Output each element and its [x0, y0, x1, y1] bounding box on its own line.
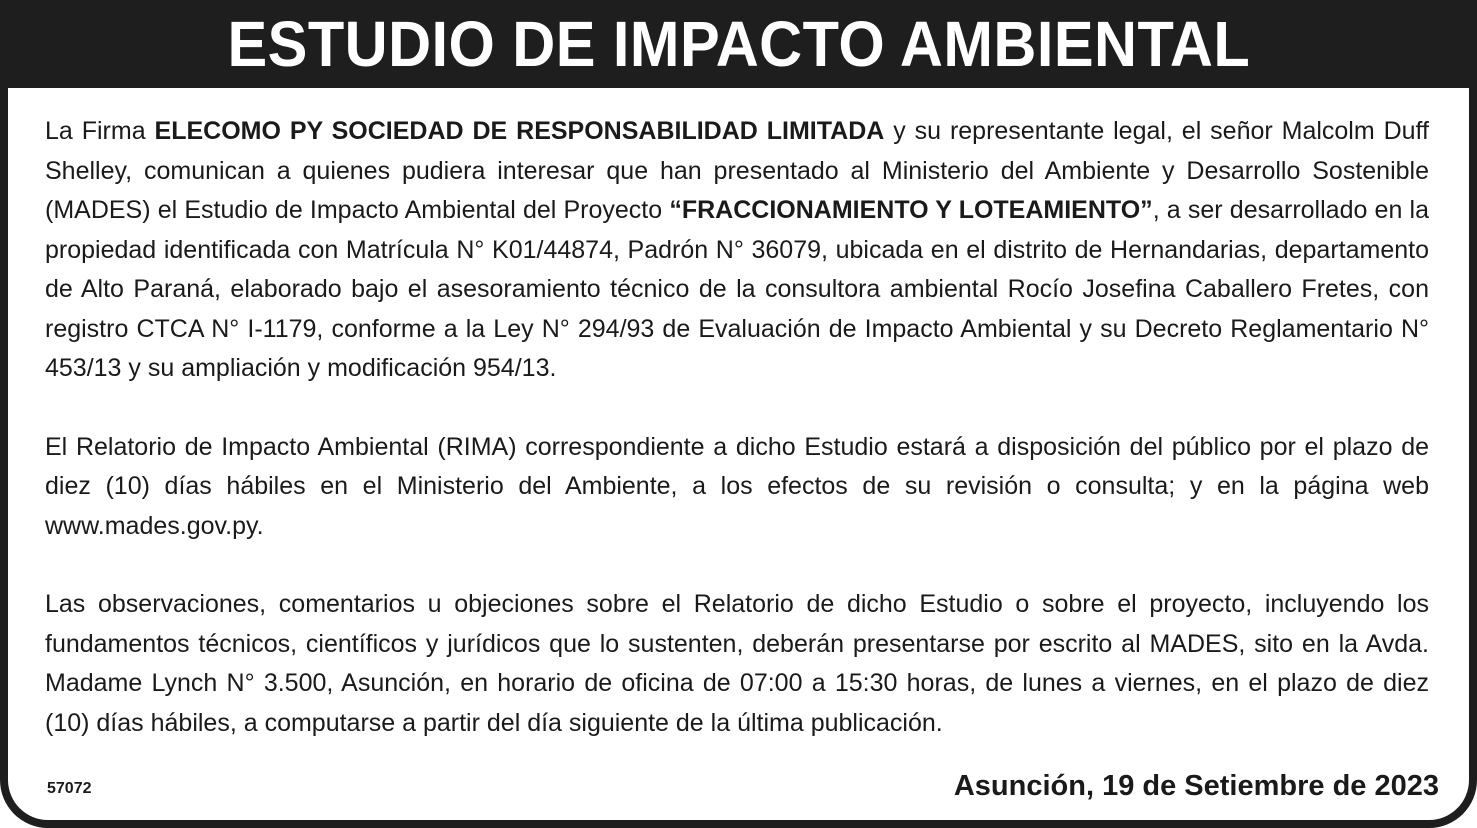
notice-body	[45, 112, 1429, 743]
paragraph-rima: El Relatorio de Impacto Ambiental (RIMA) correspondiente a dicho Estudio estará a disposición del público por el plazo de diez (10) días hábiles en el Ministerio del Ambiente, a los efectos de su revisión o consulta; y en la página web www.mades.gov.py.	[45, 432, 1429, 540]
paragraph-spacer	[45, 389, 1429, 428]
paragraph-1-text-c: , a ser desarrollado en la propiedad identificada con Matrícula N° K01/44874, Padrón N° 36079, ubicada en el distrito de Hernandarias, departamento de Alto Paraná, elaborado bajo el asesoramiento técnico de la consultora ambiental Rocío Josefina Caballero Fretes, con registro CTCA N° I-1179, conforme a la Ley N° 294/93 de Evaluación de Impacto Ambiental y su Decreto Reglamentario N° 453/13 y su ampliación y modificación 954/13.	[45, 196, 1429, 382]
project-name: “FRACCIONAMIENTO Y LOTEAMIENTO”	[669, 196, 1153, 224]
header-bar	[0, 0, 1477, 88]
paragraph-announcement	[45, 112, 1429, 389]
notice-code: 57072	[47, 780, 92, 797]
paragraph-observations: Las observaciones, comentarios u objeciones sobre el Relatorio de dicho Estudio o sobre el proyecto, incluyendo los fundamentos técnicos, científicos y jurídicos que lo sustenten, deberán presentarse por escrito al MADES, sito en la Avda. Madame Lynch N° 3.500, Asunción, en horario de oficina de 07:00 a 15:30 horas, de lunes a viernes, en el plazo de diez (10) días hábiles, a computarse a partir del día siguiente de la última publicación.	[45, 590, 1429, 737]
paragraph-1-text-b: y su representante legal, el señor Malcolm Duff Shelley, comunican a quienes pudiera interesar que han presentado al Ministerio del Ambiente y Desarrollo Sostenible (MADES) el Estudio de Impacto Ambiental del Proyecto	[45, 117, 1429, 224]
notice-title: ESTUDIO DE IMPACTO AMBIENTAL	[227, 8, 1250, 80]
notice-date: Asunción, 19 de Setiembre de 2023	[953, 770, 1439, 802]
company-name: ELECOMO PY SOCIEDAD DE RESPONSABILIDAD LIMITADA	[154, 117, 885, 145]
paragraph-1-text-a: La Firma	[45, 117, 155, 145]
paragraph-spacer	[45, 546, 1429, 585]
